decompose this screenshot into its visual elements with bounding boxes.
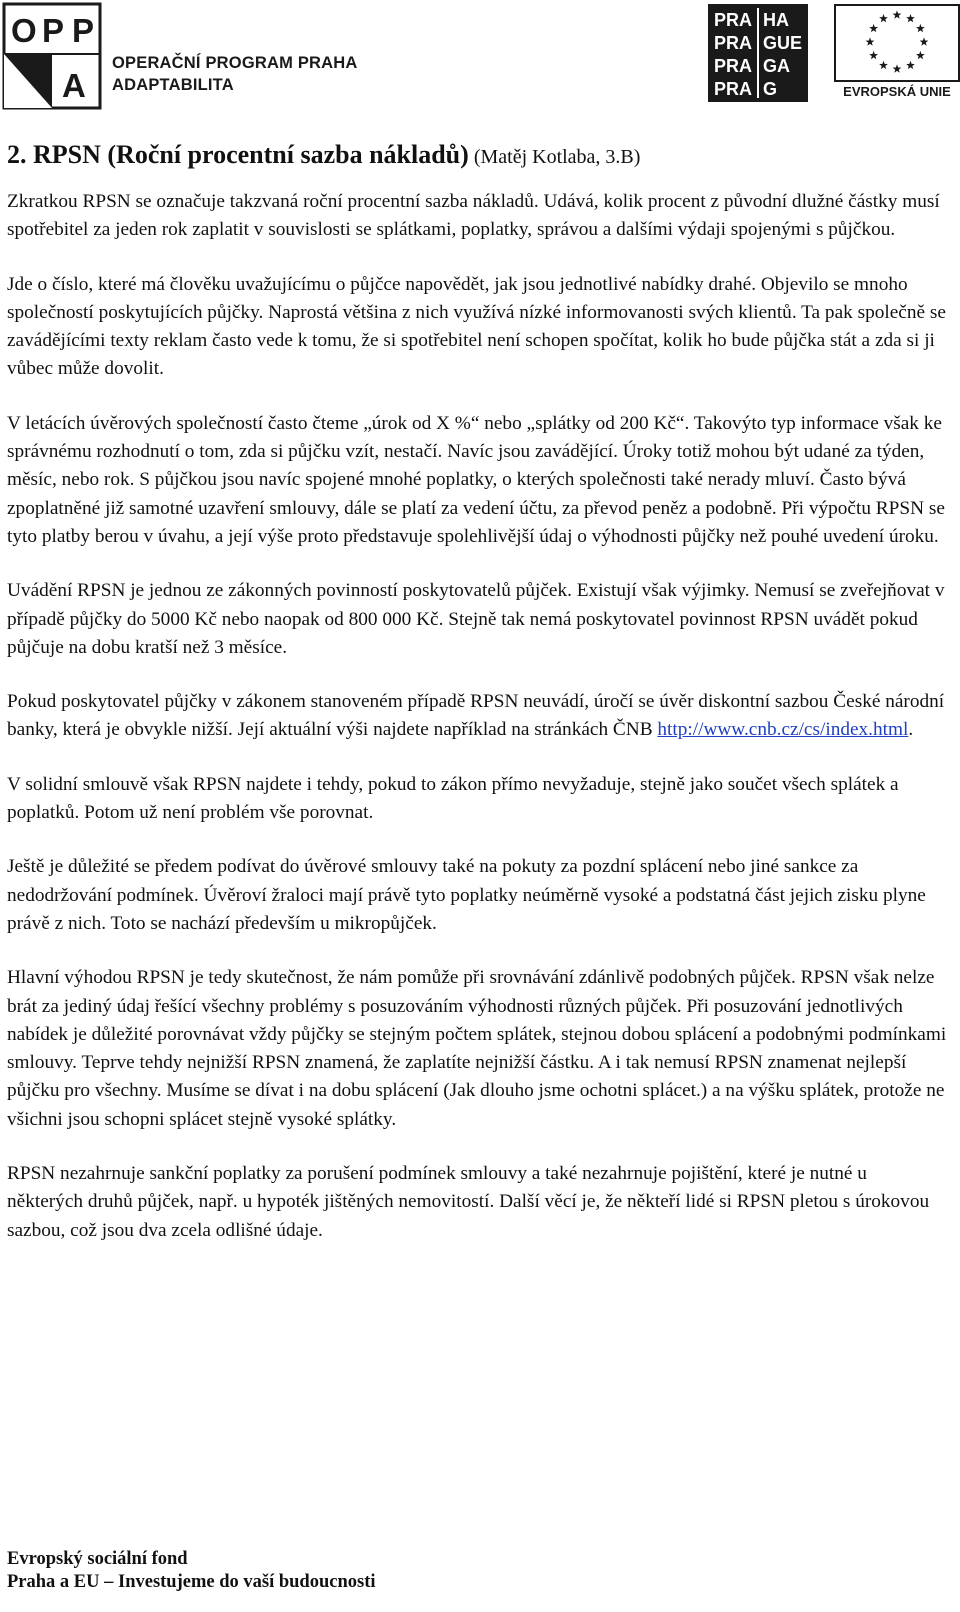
paragraph-6: V solidní smlouvě však RPSN najdete i tehdy, pokud to zákon přímo nevyžaduje, stejně jako součet všech splátek a poplatků. Potom už není problém vše porovnat. bbox=[7, 773, 899, 824]
opp-logo bbox=[0, 0, 360, 112]
paragraph-3: V letácích úvěrových společností často čteme „úrok od X %“ nebo „splátky od 200 Kč“. Takovýto typ informace však ke správnému rozhodnutí o tom, zda si půjčku vzít, nestačí. Navíc jsou zavádějící. Úroky totiž mohou být udané za týden, měsíc, nebo rok. S půjčkou jsou navíc spojené mnohé poplatky, o kterých společnosti také nerady mluví. Často bývá zpoplatněné již samotné uzavření smlouvy, dále se platí za vedení účtu, za převod peněz a podobně. Při výpočtu RPSN se tyto platby berou v úvahu, a její výše proto představuje spolehlivější údaj o výhodnosti půjčky než pouhé uvedení úroku. bbox=[7, 412, 945, 547]
paragraph-4: Uvádění RPSN je jednou ze zákonných povinností poskytovatelů půjček. Existují však výjimky. Nemusí se zveřejňovat v případě půjčky do 5000 Kč nebo naopak od 800 000 Kč. Stejně tak nemá poskytovatel povinnost RPSN uvádět pokud půjčuje na dobu kratší než 3 měsíce. bbox=[7, 580, 945, 658]
opp-letter-p2: P bbox=[72, 12, 95, 49]
eu-flag-icon bbox=[834, 4, 960, 82]
praha-logo-mark bbox=[708, 4, 808, 102]
page-title bbox=[7, 138, 947, 174]
eu-logo-label: EVROPSKÁ UNIE bbox=[843, 84, 951, 99]
opp-logo-line2: ADAPTABILITA bbox=[112, 76, 234, 94]
praha-row1-left: PRA bbox=[714, 10, 753, 30]
page-header bbox=[0, 0, 960, 112]
paragraph-2: Jde o číslo, které má člověku uvažujícímu o půjčce napovědět, jak jsou jednotlivé nabídky drahé. Objevilo se mnoho společností poskytujících půjčky. Naprostá většina z nich využívá nízké informovanosti svých klientů. Ta pak společně se zavádějícími texty reklam často vede k tomu, že si spotřebitel není schopen spočítat, kolik ho bude půjčka stát a zda si ji vůbec může dovolit. bbox=[7, 273, 946, 380]
cnb-link[interactable]: http://www.cnb.cz/cs/index.html bbox=[657, 719, 909, 741]
paragraph-8: Hlavní výhodou RPSN je tedy skutečnost, že nám pomůže při srovnávání zdánlivě podobných půjček. RPSN však nelze brát za jediný údaj řešící všechny problémy s posuzováním výhodnosti různých půjček. Při posuzování jednotlivých nabídek je důležité porovnávat vždy půjčky se stejným počtem splátek, stejnou dobou splácení a podobnými podmínkami smlouvy. Teprve tehdy nejnižší RPSN znamená, že zaplatíte nejnižší částku. A i tak nemusí RPSN znamenat nejlepší půjčku pro všechny. Musíme se dívat i na dobu splácení (Jak dlouho jsme ochotni splácet.) a na výšku splátek, protože ne všichni jsou schopni splácet stejně vysoké splátky. bbox=[7, 967, 947, 1130]
praha-row4-left: PRA bbox=[714, 79, 753, 99]
title-author: (Matěj Kotlaba, 3.B) bbox=[468, 146, 641, 168]
praha-row1-right: HA bbox=[763, 10, 789, 30]
opp-logo-mark bbox=[0, 0, 104, 112]
opp-letter-a: A bbox=[62, 67, 86, 104]
praha-row4-right: G bbox=[763, 79, 778, 99]
page-footer bbox=[7, 1548, 376, 1594]
footer-line2: Praha a EU – Investujeme do vaší budoucnosti bbox=[7, 1572, 376, 1592]
opp-letter-p1: P bbox=[42, 12, 65, 49]
praha-row3-left: PRA bbox=[714, 56, 753, 76]
paragraph-5-end: . bbox=[908, 719, 914, 741]
opp-letter-o: O bbox=[11, 12, 37, 49]
praha-row2-right: GUE bbox=[763, 33, 803, 53]
paragraph-1: Zkratkou RPSN se označuje takzvaná roční procentní sazba nákladů. Udává, kolik procent z původní dlužné částky musí spotřebitel za jeden rok zaplatit v souvislosti se splátkami, poplatky, správou a dalšími výdaji spojenými s půjčkou. bbox=[7, 191, 940, 241]
paragraph-7: Ještě je důležité se předem podívat do úvěrové smlouvy také na pokuty za pozdní splácení nebo jiné sankce za nedodržování podmínek. Úvěroví žraloci mají právě tyto poplatky neúměrně vysoké a podstatná část jejich zisku plyne právě z nich. Toto se nachází především u mikropůjček. bbox=[7, 856, 926, 934]
document-body bbox=[7, 138, 947, 1271]
opp-logo-text bbox=[112, 52, 358, 96]
praha-row3-right: GA bbox=[763, 56, 790, 76]
eu-logo bbox=[834, 4, 960, 104]
title-text: 2. RPSN (Roční procentní sazba nákladů) bbox=[7, 140, 469, 169]
praha-logo bbox=[708, 4, 808, 102]
footer-line1: Evropský sociální fond bbox=[7, 1549, 188, 1569]
praha-row2-left: PRA bbox=[714, 33, 753, 53]
opp-logo-line1: OPERAČNÍ PROGRAM PRAHA bbox=[112, 54, 358, 72]
paragraph-9: RPSN nezahrnuje sankční poplatky za porušení podmínek smlouvy a také nezahrnuje pojištění, které je nutné u některých druhů půjček, např. u hypoték jištěných nemovitostí. Další věcí je, že někteří lidé si RPSN pletou s úrokovou sazbou, což jsou dva zcela odlišné údaje. bbox=[7, 1163, 930, 1241]
paragraph-5-text: Pokud poskytovatel půjčky v zákonem stanoveném případě RPSN neuvádí, úročí se úvěr diskontní sazbou České národní banky, která je obvykle nižší. Její aktuální výši najdete například na stránkách ČNB bbox=[7, 691, 945, 741]
paragraph-5 bbox=[7, 688, 947, 745]
